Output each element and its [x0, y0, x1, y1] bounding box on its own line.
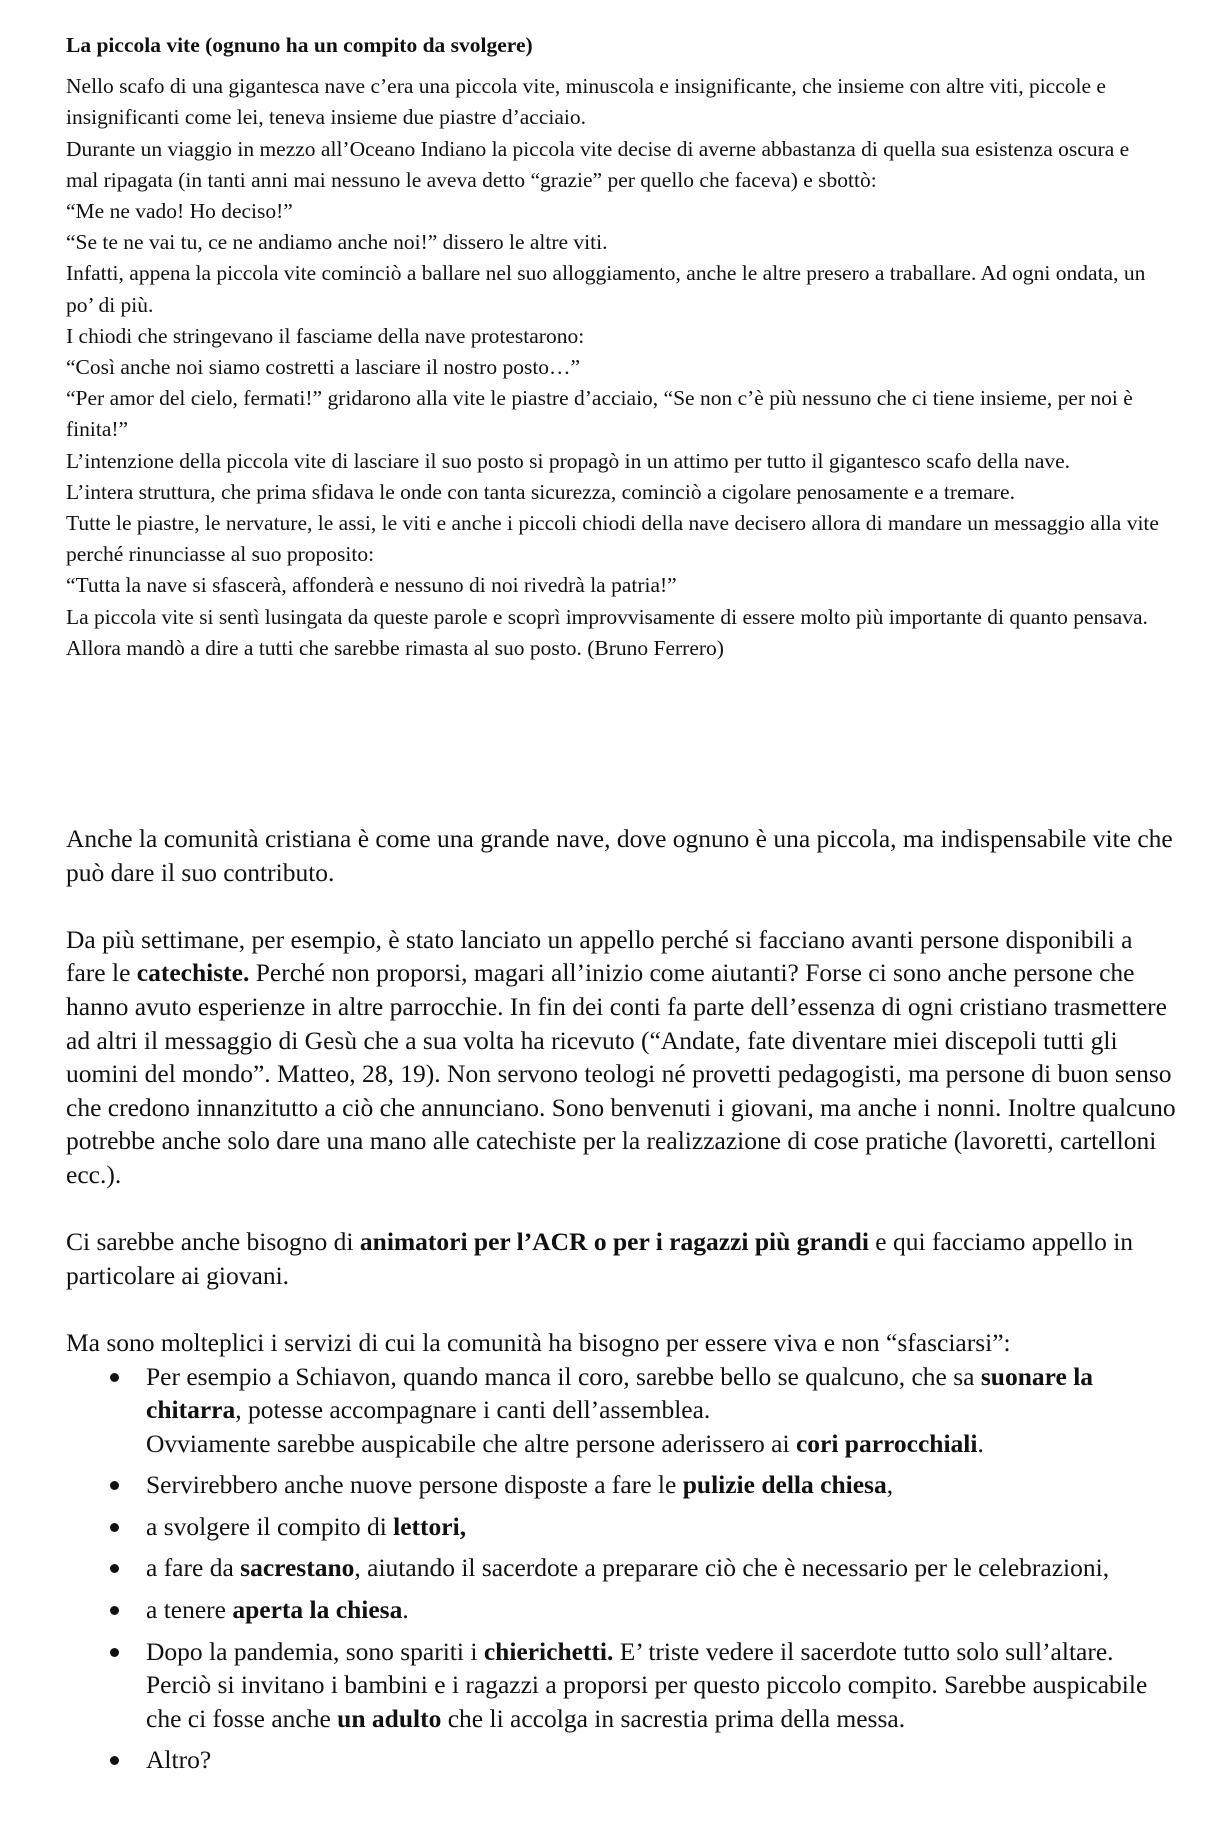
community-paragraph: Anche la comunità cristiana è come una grande nave, dove ognuno è una piccola, ma indispensabile vite che può dare il suo contributo.: [66, 824, 1173, 887]
story-line: Durante un viaggio in mezzo all’Oceano Indiano la piccola vite decise di averne abbastanza di quella sua esistenza oscura e mal ripagata (in tanti anni mai nessuno le aveva detto “grazie” per quello che faceva) e sbottò:: [66, 136, 1130, 192]
emphasis-text: suonare la chitarra: [146, 1361, 1094, 1425]
list-item: [146, 1468, 1176, 1502]
emphasis-text: pulizie della chiesa: [682, 1470, 887, 1500]
story-line: Allora mandò a dire a tutti che sarebbe rimasta al suo posto. (Bruno Ferrero): [66, 635, 724, 660]
story-line: L’intenzione della piccola vite di lasciare il suo posto si propagò in un attimo per tutto il gigantesco scafo della nave.: [66, 448, 1071, 473]
emphasis-text: catechiste.: [136, 958, 250, 988]
services-intro: Ma sono molteplici i servizi di cui la comunità ha bisogno per essere viva e non “sfasciarsi”:: [66, 1327, 1011, 1357]
emphasis-text: aperta la chiesa: [232, 1595, 403, 1625]
text-run: Per esempio a Schiavon, quando manca il coro, sarebbe bello se qualcuno, che sa: [146, 1361, 981, 1391]
story-line: “Così anche noi siamo costretti a lasciare il nostro posto…”: [66, 355, 581, 380]
text-run: Da più settimane, per esempio, è stato lanciato un appello perché si facciano avanti persone disponibili a fare le: [66, 924, 1133, 988]
text-run: , potesse accompagnare i canti dell’assemblea.: [235, 1395, 711, 1425]
list-item: [146, 1593, 1176, 1627]
text-run: Altro?: [146, 1745, 212, 1775]
text-run: E’ triste vedere il sacerdote tutto solo sull’altare. Perciò si invitano i bambini e i ragazzi a proporsi per questo piccolo compito. Sarebbe auspicabile che ci fosse anche: [146, 1636, 1148, 1733]
animators-paragraph: [66, 1225, 1176, 1292]
story-line: L’intera struttura, che prima sfidava le onde con tanta sicurezza, cominciò a cigolare penosamente e a tremare.: [66, 479, 1015, 504]
list-item: [146, 1635, 1176, 1736]
emphasis-text: lettori,: [393, 1511, 467, 1541]
text-run: ,: [886, 1470, 894, 1500]
list-item: [146, 1551, 1176, 1585]
emphasis-text: un adulto: [337, 1703, 442, 1733]
emphasis-text: sacrestano: [240, 1553, 355, 1583]
text-run: Perché non proporsi, magari all’inizio come aiutanti? Forse ci sono anche persone che hanno avuto esperienze in altre parrocchie. In fin dei conti fa parte dell’essenza di ogni cristiano trasmettere ad altri il messaggio di Gesù che a sua volta ha ricevuto (“Andate, fate diventare miei discepoli tutti gli uomini del mondo”. Matteo, 28, 19). Non servono teologi né provetti pedagogisti, ma persone di buon senso che credono innanzitutto a ciò che annunciano. Sono benvenuti i giovani, ma anche i nonni. Inoltre qualcuno potrebbe anche solo dare una mano alle catechiste per la realizzazione di cose pratiche (lavoretti, cartelloni ecc.).: [66, 958, 1176, 1189]
community-section: [66, 822, 1176, 1785]
story-section: [66, 30, 1166, 664]
story-line: “Tutta la nave si sfascerà, affonderà e nessuno di noi rivedrà la patria!”: [66, 573, 677, 598]
story-line: “Per amor del cielo, fermati!” gridarono alla vite le piastre d’acciaio, “Se non c’è più nessuno che ci tiene insieme, per noi è finita!”: [66, 386, 1133, 442]
services-list: [66, 1360, 1176, 1778]
emphasis-text: animatori per l’ACR o per i ragazzi più grandi: [359, 1227, 869, 1257]
text-run: e qui facciamo appello in particolare ai giovani.: [66, 1227, 1134, 1290]
text-run: che li accolga in sacrestia prima della messa.: [441, 1703, 906, 1733]
story-line: I chiodi che stringevano il fasciame della nave protestarono:: [66, 323, 585, 348]
story-line: Nello scafo di una gigantesca nave c’era una piccola vite, minuscola e insignificante, che insieme con altre viti, piccole e insignificanti come lei, teneva insieme due piastre d’acciaio.: [66, 74, 1106, 130]
catechists-paragraph: [66, 923, 1176, 1192]
text-run: Servirebbero anche nuove persone disposte a fare le: [146, 1470, 683, 1500]
text-run: Ovviamente sarebbe auspicabile che altre persone aderissero ai: [146, 1428, 796, 1458]
story-title: La piccola vite (ognuno ha un compito da svolgere): [66, 33, 533, 57]
text-run: , aiutando il sacerdote a preparare ciò che è necessario per le celebrazioni,: [354, 1553, 1110, 1583]
text-run: .: [977, 1428, 984, 1458]
list-item: [146, 1510, 1176, 1544]
text-run: Dopo la pandemia, sono spariti i: [146, 1636, 484, 1666]
story-line: “Me ne vado! Ho deciso!”: [66, 199, 293, 224]
text-run: a fare da: [146, 1553, 241, 1583]
story-line: La piccola vite si sentì lusingata da queste parole e scoprì improvvisamente di essere molto più importante di quanto pensava.: [66, 604, 1148, 629]
story-line: Infatti, appena la piccola vite cominciò a ballare nel suo alloggiamento, anche le altre presero a traballare. Ad ogni ondata, un po’ di più.: [66, 261, 1146, 317]
emphasis-text: chierichetti.: [483, 1636, 614, 1666]
story-line: “Se te ne vai tu, ce ne andiamo anche noi!” dissero le altre viti.: [66, 230, 608, 255]
story-line: Tutte le piastre, le nervature, le assi, le viti e anche i piccoli chiodi della nave decisero allora di mandare un messaggio alla vite perché rinunciasse al suo proposito:: [66, 511, 1159, 567]
list-item: [146, 1743, 1176, 1777]
text-run: .: [402, 1595, 409, 1625]
text-run: a svolgere il compito di: [146, 1511, 394, 1541]
list-item: [146, 1360, 1176, 1461]
emphasis-text: cori parrocchiali: [795, 1428, 978, 1458]
text-run: a tenere: [146, 1595, 233, 1625]
text-run: Ci sarebbe anche bisogno di: [66, 1227, 360, 1257]
